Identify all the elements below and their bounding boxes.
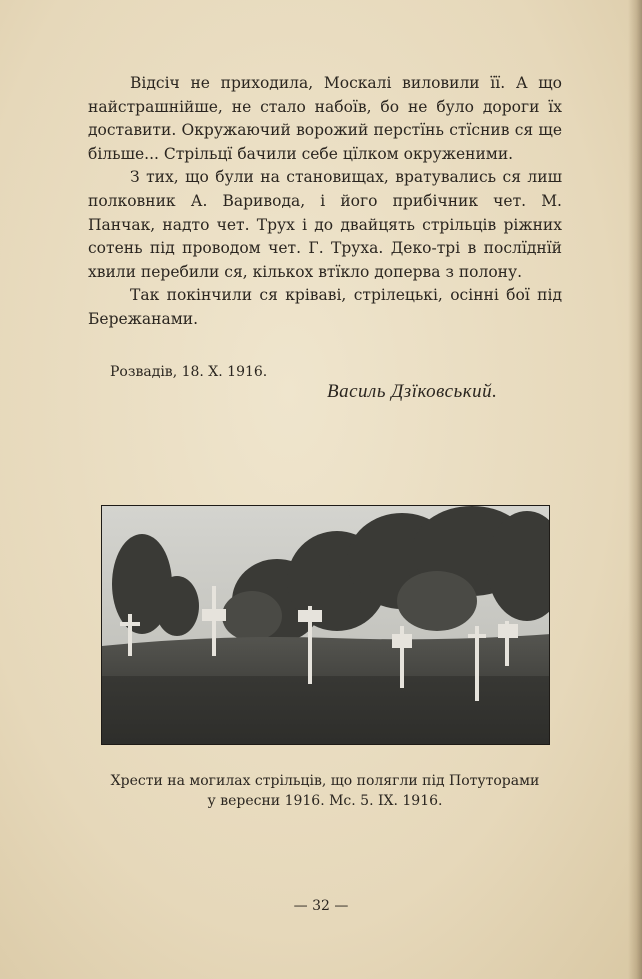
paragraph-1: Відсіч не приходила, Москалі виловили її. А що найстрашнійше, не стало набоїв, бо не було дороги їх доставити. Окружаючий ворожий перстїнь стїснив ся ще більше... Стрільцї бачили себе цїлком окруженими. [88, 74, 562, 163]
page-edge-shadow [628, 0, 642, 979]
paragraph-2: З тих, що були на становищах, вратувались ся лиш полковник А. Варивода, і його прибічник чет. М. Панчак, надто чет. Трух і до двайцять стрільців ріжних сотень під проводом чет. Г. Труха. Деко-трі в послїднїй хвили перебили ся, кількох втїкло доперва з полону. [88, 168, 562, 281]
author-signature: Василь Дзїковський. [327, 381, 498, 402]
paragraph-3: Так покінчили ся кріваві, стрілецькі, осінні бої під Бережанами. [88, 286, 562, 328]
caption-line-2: у вересни 1916. Мс. 5. IX. 1916. [207, 793, 443, 809]
photo-caption [88, 771, 562, 811]
caption-line-1: Хрести на могилах стрільців, що полягли під Потуторами [110, 773, 540, 789]
page-number: — 32 — [293, 898, 349, 914]
photo-illustration [102, 506, 550, 745]
photograph-graves-crosses [101, 505, 550, 745]
place-date: Розвадів, 18. X. 1916. [110, 364, 268, 380]
body-text [88, 72, 562, 332]
